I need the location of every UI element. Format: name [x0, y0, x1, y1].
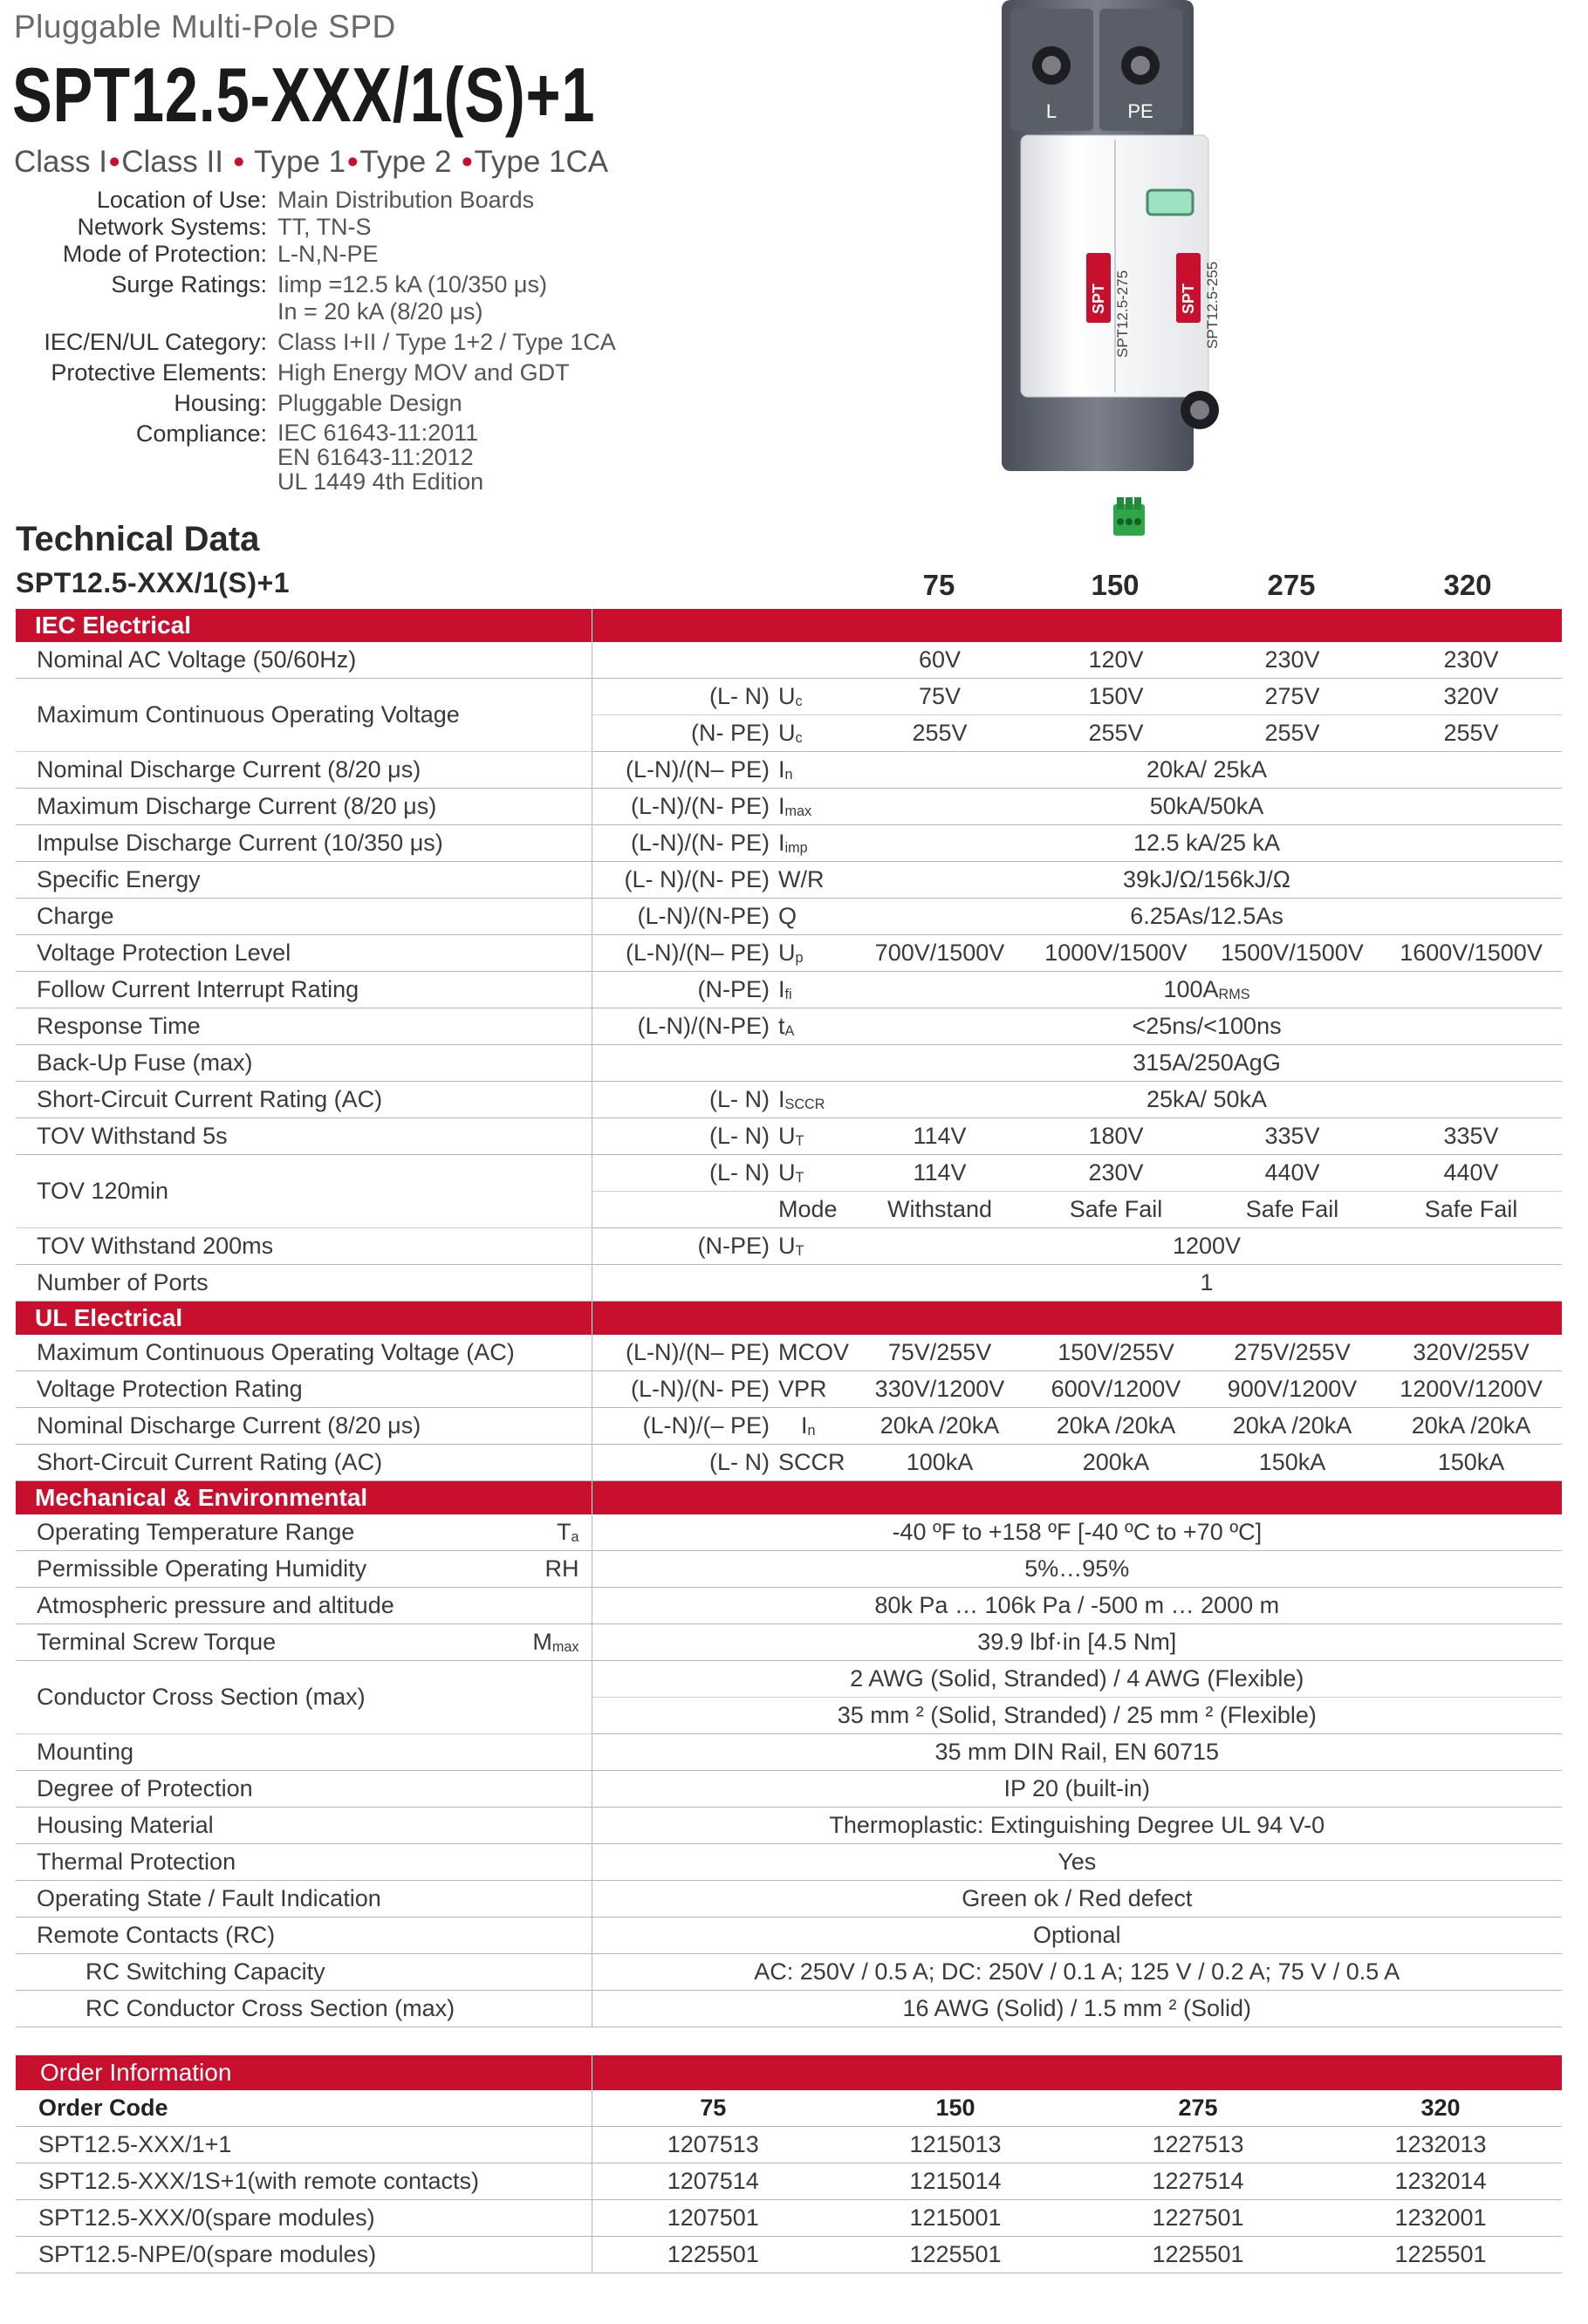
row-symbol: MCOV — [775, 1335, 852, 1371]
spec-key: Location of Use: — [96, 187, 267, 213]
table-row — [16, 972, 1562, 1008]
cell-value: 5%…95% — [592, 1551, 1562, 1588]
cell-value: 6.25As/12.5As — [852, 899, 1562, 935]
cell-value: 16 AWG (Solid) / 1.5 mm ² (Solid) — [592, 1991, 1562, 2027]
spec-category — [0, 329, 663, 356]
order-code: 1225501 — [592, 2237, 834, 2273]
row-condition: (N-PE) — [592, 972, 775, 1008]
cell-value: 150kA — [1380, 1445, 1562, 1481]
spec-network — [0, 214, 663, 241]
row-label: Atmospheric pressure and altitude — [16, 1588, 592, 1624]
spec-value: EN 61643-11:2012 — [277, 444, 474, 470]
class-line — [14, 145, 608, 180]
row-symbol: $I_{SCCR}$ — [775, 1082, 852, 1118]
row-condition: (L-N)/(N- PE) — [592, 825, 775, 862]
cell-value: 150V/255V — [1028, 1335, 1204, 1371]
row-condition: (L- N) — [592, 1082, 775, 1118]
cell-value: 25kA/ 50kA — [852, 1082, 1562, 1118]
cell-value: 440V — [1204, 1155, 1380, 1192]
cell-value: 20kA /20kA — [1380, 1408, 1562, 1445]
table-row — [16, 1991, 1562, 2027]
row-condition: (L-N)/(N-PE) — [592, 899, 775, 935]
table-row — [16, 1954, 1562, 1991]
product-image — [977, 0, 1326, 471]
terminal-label-l: L — [1045, 100, 1058, 122]
technical-data-heading: Technical Data — [16, 520, 260, 558]
cell-value: 50kA/50kA — [852, 789, 1562, 825]
cell-value: 12.5 kA/25 kA — [852, 825, 1562, 862]
spec-key: Compliance: — [135, 420, 267, 447]
table-row — [16, 1588, 1562, 1624]
row-label: Voltage Protection Rating — [16, 1371, 592, 1408]
cell-value: 20kA /20kA — [1028, 1408, 1204, 1445]
table-row — [16, 1082, 1562, 1118]
cell-value: Thermoplastic: Extinguishing Degree UL 94 V-0 — [592, 1808, 1562, 1844]
order-code: 1225501 — [834, 2237, 1077, 2273]
row-symbol: $U_T$ — [775, 1228, 852, 1265]
row-condition: (L-N)/(N- PE) — [592, 1371, 775, 1408]
order-name: SPT12.5-NPE/0(spare modules) — [16, 2237, 592, 2273]
row-condition: (L-N)/(N– PE) — [592, 935, 775, 972]
cell-value: -40 ºF to +158 ºF [-40 ºC to +70 ºC] — [592, 1514, 1562, 1551]
row-symbol: $U_c$ — [775, 679, 852, 715]
row-condition: (N-PE) — [592, 1228, 775, 1265]
row-label — [16, 1514, 592, 1551]
order-code: 1227501 — [1077, 2200, 1319, 2237]
cell-value: 230V — [1028, 1155, 1204, 1192]
row-symbol: $U_T$ — [775, 1118, 852, 1155]
cell-value: 2 AWG (Solid, Stranded) / 4 AWG (Flexible) — [592, 1661, 1562, 1698]
row-label: Maximum Continuous Operating Voltage (AC) — [16, 1335, 592, 1371]
row-condition: (L-N)/(N– PE) — [592, 752, 775, 789]
order-name: SPT12.5-XXX/0(spare modules) — [16, 2200, 592, 2237]
column-header-320: 320 — [1443, 569, 1492, 601]
cell-value: IP 20 (built-in) — [592, 1771, 1562, 1808]
cell-value: 1000V/1500V — [1028, 935, 1204, 972]
row-label: Thermal Protection — [16, 1844, 592, 1881]
row-symbol: $U_c$ — [775, 715, 852, 752]
row-label: RC Conductor Cross Section (max) — [16, 1991, 592, 2027]
cell-value: Optional — [592, 1917, 1562, 1954]
cell-value: 230V — [1380, 642, 1562, 679]
row-label: TOV Withstand 5s — [16, 1118, 592, 1155]
row-symbol: Mode — [775, 1192, 852, 1228]
cell-value: 20kA/ 25kA — [852, 752, 1562, 789]
cell-value: 335V — [1204, 1118, 1380, 1155]
label-text: Terminal Screw Torque — [37, 1629, 277, 1655]
spec-key: Surge Ratings: — [111, 271, 267, 297]
row-condition: (N- PE) — [592, 715, 775, 752]
order-code: 1232001 — [1319, 2200, 1562, 2237]
spec-value: Pluggable Design — [277, 390, 462, 416]
cell-value: 320V/255V — [1380, 1335, 1562, 1371]
cell-value: 100kA — [852, 1445, 1028, 1481]
row-label: Number of Ports — [16, 1265, 592, 1302]
cell-value: 150V — [1028, 679, 1204, 715]
row-condition: (L-N)/(– PE) — [592, 1408, 775, 1445]
row-label: Back-Up Fuse (max) — [16, 1045, 592, 1082]
spec-housing — [0, 390, 663, 417]
row-label: Follow Current Interrupt Rating — [16, 972, 592, 1008]
bullet-icon: • — [462, 145, 473, 179]
order-code: 1215001 — [834, 2200, 1077, 2237]
cell-value: 255V — [1028, 715, 1204, 752]
spec-value: Main Distribution Boards — [277, 187, 535, 213]
table-row — [16, 1624, 1562, 1661]
row-condition: (L- N) — [592, 1155, 775, 1192]
table-row — [16, 862, 1562, 899]
spec-value: UL 1449 4th Edition — [277, 468, 484, 495]
module-label: SPT12.5-255 — [1204, 261, 1221, 349]
cell-value: 39.9 lbf·in [4.5 Nm] — [592, 1624, 1562, 1661]
row-symbol: SCCR — [775, 1445, 852, 1481]
cell-value: 60V — [852, 642, 1028, 679]
cell-value: 600V/1200V — [1028, 1371, 1204, 1408]
label-text: Permissible Operating Humidity — [37, 1555, 367, 1582]
row-label: Impulse Discharge Current (10/350 μs) — [16, 825, 592, 862]
row-label — [16, 1624, 592, 1661]
section-header-mechanical — [16, 1481, 1562, 1515]
order-name: SPT12.5-XXX/1S+1(with remote contacts) — [16, 2163, 592, 2200]
spec-mode — [0, 241, 663, 268]
column-header-275: 275 — [1267, 569, 1316, 601]
table-row — [16, 1408, 1562, 1445]
table-row — [16, 1445, 1562, 1481]
row-label: Voltage Protection Level — [16, 935, 592, 972]
row-label: Short-Circuit Current Rating (AC) — [16, 1082, 592, 1118]
cell-value: <25ns/<100ns — [852, 1008, 1562, 1045]
row-label: TOV 120min — [16, 1155, 592, 1228]
cell-value: 700V/1500V — [852, 935, 1028, 972]
order-code: 1207513 — [592, 2127, 834, 2163]
row-symbol: Q — [775, 899, 852, 935]
row-symbol: $I_{max}$ — [775, 789, 852, 825]
cell-value: 320V — [1380, 679, 1562, 715]
table-row — [16, 1265, 1562, 1302]
brand-text: SPT — [1180, 283, 1197, 314]
section-header-order — [16, 2055, 1562, 2090]
cell-value: 275V/255V — [1204, 1335, 1380, 1371]
table-row — [16, 1917, 1562, 1954]
row-label — [16, 1551, 592, 1588]
cell-value: 440V — [1380, 1155, 1562, 1192]
row-label: Response Time — [16, 1008, 592, 1045]
class-2: Class II — [121, 145, 223, 179]
cell-value: 39kJ/Ω/156kJ/Ω — [852, 862, 1562, 899]
order-code: 1227513 — [1077, 2127, 1319, 2163]
row-label: Short-Circuit Current Rating (AC) — [16, 1445, 592, 1481]
spec-elements — [0, 359, 663, 386]
row-condition: (L-N)/(N– PE) — [592, 1335, 775, 1371]
cell-value: Green ok / Red defect — [592, 1881, 1562, 1917]
label-text: Operating Temperature Range — [37, 1519, 355, 1545]
cell-value: 114V — [852, 1155, 1028, 1192]
table-row — [16, 1734, 1562, 1771]
section-title: Order Information — [16, 2055, 592, 2090]
cell-value: 1500V/1500V — [1204, 935, 1380, 972]
table-row — [16, 1844, 1562, 1881]
bullet-icon: • — [108, 145, 120, 179]
row-symbol: $t_A$ — [775, 1008, 852, 1045]
bullet-icon: • — [233, 145, 244, 179]
row-label: Nominal AC Voltage (50/60Hz) — [16, 642, 592, 679]
technical-data-table — [16, 609, 1562, 2027]
order-code: 1225501 — [1077, 2237, 1319, 2273]
spec-value: Class I+II / Type 1+2 / Type 1CA — [277, 329, 616, 355]
spec-list — [0, 187, 663, 494]
cell-value: Withstand — [852, 1192, 1028, 1228]
cell-value: 35 mm ² (Solid, Stranded) / 25 mm ² (Flexible) — [592, 1698, 1562, 1734]
row-label: RC Switching Capacity — [16, 1954, 592, 1991]
cell-value: 114V — [852, 1118, 1028, 1155]
table-row — [16, 1155, 1562, 1192]
cell-value: AC: 250V / 0.5 A; DC: 250V / 0.1 A; 125 V / 0.2 A; 75 V / 0.5 A — [592, 1954, 1562, 1991]
table-row — [16, 935, 1562, 972]
order-code: 1232013 — [1319, 2127, 1562, 2163]
type-2: Type 2 — [359, 145, 452, 179]
column-header: 320 — [1319, 2090, 1562, 2127]
order-code: 1225501 — [1319, 2237, 1562, 2273]
spec-value: In = 20 kA (8/20 μs) — [277, 298, 483, 325]
row-label: Degree of Protection — [16, 1771, 592, 1808]
row-condition: (L- N) — [592, 1118, 775, 1155]
order-code: 1227514 — [1077, 2163, 1319, 2200]
table-row — [16, 642, 1562, 679]
row-condition: (L-N)/(N- PE) — [592, 789, 775, 825]
row-symbol: W/R — [775, 862, 852, 899]
cell-value: 275V — [1204, 679, 1380, 715]
row-symbol: $I_n$ — [775, 752, 852, 789]
column-header: 150 — [834, 2090, 1077, 2127]
column-header: 75 — [592, 2090, 834, 2127]
brand-text: SPT — [1090, 283, 1107, 314]
table-row — [16, 899, 1562, 935]
cell-value: 80k Pa … 106k Pa / -500 m … 2000 m — [592, 1588, 1562, 1624]
spec-key: Protective Elements: — [51, 359, 267, 386]
row-condition: (L-N)/(N-PE) — [592, 1008, 775, 1045]
row-label: Maximum Discharge Current (8/20 μs) — [16, 789, 592, 825]
row-symbol: $I_{imp}$ — [775, 825, 852, 862]
type-1: Type 1 — [254, 145, 346, 179]
bullet-icon: • — [347, 145, 359, 179]
table-row — [16, 2200, 1562, 2237]
cell-value: 330V/1200V — [852, 1371, 1028, 1408]
row-label: Nominal Discharge Current (8/20 μs) — [16, 752, 592, 789]
cell-value: 1600V/1500V — [1380, 935, 1562, 972]
spec-value: IEC 61643-11:2011 — [277, 420, 479, 446]
table-row — [16, 1808, 1562, 1844]
column-header-150: 150 — [1091, 569, 1140, 601]
cell-value: 35 mm DIN Rail, EN 60715 — [592, 1734, 1562, 1771]
table-row — [16, 679, 1562, 715]
table-row — [16, 789, 1562, 825]
cell-value: 180V — [1028, 1118, 1204, 1155]
order-code: 1207514 — [592, 2163, 834, 2200]
section-header-ul — [16, 1302, 1562, 1336]
row-label: Operating State / Fault Indication — [16, 1881, 592, 1917]
spec-value: High Energy MOV and GDT — [277, 359, 570, 386]
cell-value — [852, 972, 1562, 1008]
row-condition: (L- N) — [592, 679, 775, 715]
spec-surge — [0, 271, 663, 325]
table-row — [16, 1228, 1562, 1265]
class-1: Class I — [14, 145, 107, 179]
order-code-label: Order Code — [16, 2090, 592, 2127]
cell-value: 150kA — [1204, 1445, 1380, 1481]
row-condition: (L- N)/(N- PE) — [592, 862, 775, 899]
row-label: Nominal Discharge Current (8/20 μs) — [16, 1408, 592, 1445]
row-symbol: $M_{max}$ — [532, 1629, 579, 1655]
cell-value: 900V/1200V — [1204, 1371, 1380, 1408]
cell-value: 20kA /20kA — [1204, 1408, 1380, 1445]
section-title: Mechanical & Environmental — [16, 1481, 592, 1515]
row-label: Charge — [16, 899, 592, 935]
row-symbol: $I_n$ — [775, 1408, 852, 1445]
spec-value: TT, TN-S — [277, 214, 372, 240]
order-code: 1207501 — [592, 2200, 834, 2237]
row-label: Maximum Continuous Operating Voltage — [16, 679, 592, 752]
spec-key: IEC/EN/UL Category: — [44, 329, 267, 355]
table-row — [16, 1118, 1562, 1155]
row-label: Housing Material — [16, 1808, 592, 1844]
row-label: Specific Energy — [16, 862, 592, 899]
section-title: UL Electrical — [16, 1302, 592, 1336]
order-code: 1232014 — [1319, 2163, 1562, 2200]
table-row — [16, 2127, 1562, 2163]
table-row — [16, 752, 1562, 789]
section-title: IEC Electrical — [16, 609, 592, 642]
spec-location — [0, 187, 663, 214]
row-symbol: $U_T$ — [775, 1155, 852, 1192]
cell-value: Yes — [592, 1844, 1562, 1881]
cell-value: 255V — [1380, 715, 1562, 752]
value-main: 100A — [1163, 976, 1219, 1002]
spec-value: Iimp =12.5 kA (10/350 μs) — [277, 271, 547, 297]
cell-value: Safe Fail — [1380, 1192, 1562, 1228]
product-title: SPT12.5-XXX/1(S)+1 — [12, 51, 596, 138]
order-name: SPT12.5-XXX/1+1 — [16, 2127, 592, 2163]
cell-value: 315A/250AgG — [852, 1045, 1562, 1082]
table-row — [16, 1881, 1562, 1917]
section-header-iec — [16, 609, 1562, 642]
row-label: Conductor Cross Section (max) — [16, 1661, 592, 1734]
table-row — [16, 2237, 1562, 2273]
table-row — [16, 1008, 1562, 1045]
cell-value: 255V — [1204, 715, 1380, 752]
order-code: 1215013 — [834, 2127, 1077, 2163]
row-label: TOV Withstand 200ms — [16, 1228, 592, 1265]
row-condition: (L- N) — [592, 1445, 775, 1481]
cell-value: 1 — [852, 1265, 1562, 1302]
row-label: Remote Contacts (RC) — [16, 1917, 592, 1954]
cell-value: 230V — [1204, 642, 1380, 679]
cell-value: 255V — [852, 715, 1028, 752]
table-row — [16, 1371, 1562, 1408]
order-information-table — [16, 2055, 1562, 2273]
row-label: Mounting — [16, 1734, 592, 1771]
cell-value: Safe Fail — [1204, 1192, 1380, 1228]
spec-key: Housing: — [174, 390, 267, 416]
row-symbol: VPR — [775, 1371, 852, 1408]
spec-compliance — [0, 420, 663, 494]
technical-data-model: SPT12.5-XXX/1(S)+1 — [16, 567, 291, 598]
row-symbol: $I_{fi}$ — [775, 972, 852, 1008]
spec-value: L-N,N-PE — [277, 241, 379, 267]
row-symbol: $U_p$ — [775, 935, 852, 972]
product-subtitle: Pluggable Multi-Pole SPD — [14, 9, 396, 44]
module-label: SPT12.5-275 — [1114, 270, 1131, 358]
type-1ca: Type 1CA — [474, 145, 609, 179]
value-sub: RMS — [1218, 987, 1250, 1002]
row-symbol: $T_a$ — [556, 1519, 579, 1545]
cell-value: 335V — [1380, 1118, 1562, 1155]
table-row — [16, 1771, 1562, 1808]
cell-value: 1200V/1200V — [1380, 1371, 1562, 1408]
column-header-75: 75 — [922, 569, 955, 601]
table-row — [16, 1551, 1562, 1588]
cell-value: 75V/255V — [852, 1335, 1028, 1371]
order-header-row — [16, 2090, 1562, 2127]
terminal-label-pe: PE — [1127, 100, 1153, 122]
spec-key: Network Systems: — [77, 214, 267, 240]
column-header: 275 — [1077, 2090, 1319, 2127]
cell-value: Safe Fail — [1028, 1192, 1204, 1228]
table-row — [16, 1514, 1562, 1551]
table-row — [16, 825, 1562, 862]
cell-value: 20kA /20kA — [852, 1408, 1028, 1445]
table-row — [16, 1661, 1562, 1698]
cell-value: 200kA — [1028, 1445, 1204, 1481]
row-symbol: RH — [544, 1555, 579, 1582]
cell-value: 120V — [1028, 642, 1204, 679]
order-code: 1215014 — [834, 2163, 1077, 2200]
remote-contact-plug-icon — [1112, 496, 1147, 539]
table-row — [16, 2163, 1562, 2200]
spec-key: Mode of Protection: — [62, 241, 267, 267]
cell-value: 75V — [852, 679, 1028, 715]
cell-value: 1200V — [852, 1228, 1562, 1265]
table-row — [16, 1045, 1562, 1082]
table-row — [16, 1335, 1562, 1371]
